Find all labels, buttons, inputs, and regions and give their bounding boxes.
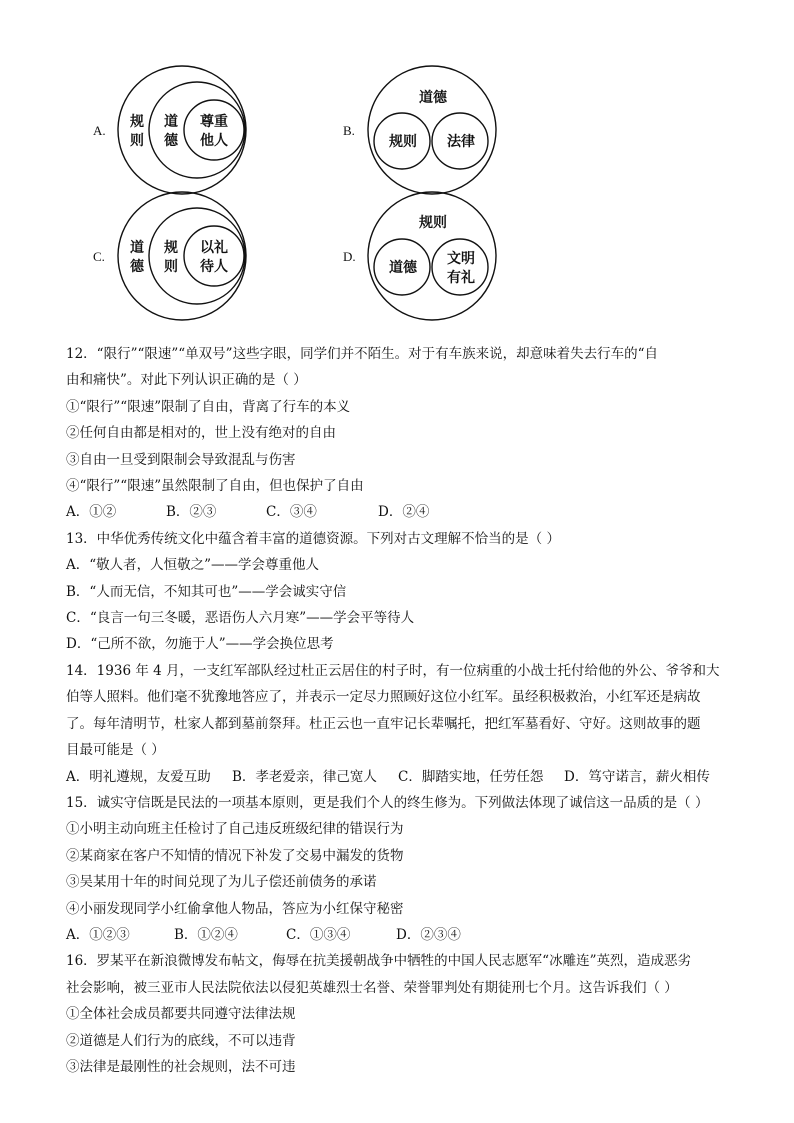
q15-option-c[interactable]: C．①③④ <box>286 926 351 943</box>
diagram-a-inner-label-1: 尊重 <box>200 114 228 130</box>
q15-option-a[interactable]: A．①②③ <box>66 926 130 943</box>
q14-stem-line-3: 了。每年清明节，杜家人都到墓前祭拜。杜正云也一直牢记长辈嘱托，把红军墓看好、守好。这则故事的题 <box>66 715 701 732</box>
q12-options <box>66 499 731 525</box>
q13-option-a[interactable]: A．“敬人者，人恒敬之”——学会尊重他人 <box>66 557 320 574</box>
diagram-a-outer-circle <box>118 66 246 194</box>
q15-statement-3: ③吴某用十年的时间兑现了为儿子偿还前债务的承诺 <box>66 874 377 891</box>
q12-option-d[interactable]: D．②④ <box>378 504 430 521</box>
diagram-d-outer-circle <box>368 192 496 320</box>
diagram-a-inner-label-2: 他人 <box>200 133 228 149</box>
q13-option-c[interactable]: C．“良言一句三冬暖，恶语伤人六月寒”——学会平等待人 <box>66 610 415 627</box>
q14-option-c[interactable]: C．脚踏实地，任劳任怨 <box>398 768 544 785</box>
q14-option-d[interactable]: D．笃守诺言，薪火相传 <box>564 768 710 785</box>
diagram-a-middle-label-2: 德 <box>164 133 178 149</box>
q12-stem-line-1: 12．“限行”“限速”“单双号”这些字眼，同学们并不陌生。对于有车族来说，却意味着失去行车的“自 <box>66 346 658 362</box>
diagram-c-middle-label-1: 规 <box>164 240 178 256</box>
option-d-letter: D. <box>343 249 356 264</box>
q15-options <box>66 922 731 948</box>
q12-statement-2: ②任何自由都是相对的，世上没有绝对的自由 <box>66 425 336 442</box>
q15-stem: 15．诚实守信既是民法的一项基本原则，更是我们个人的终生修为。下列做法体现了诚信这一品质的是（ ） <box>66 794 709 811</box>
diagram-c-outer-label-1: 道 <box>130 240 144 256</box>
diagram-option-d[interactable] <box>343 192 496 320</box>
diagram-a-middle-label-1: 道 <box>164 114 178 130</box>
q16-statement-1: ①全体社会成员都要共同遵守法律法规 <box>66 1006 296 1023</box>
q15-option-b[interactable]: B．①②④ <box>174 926 238 943</box>
q15-statement-4: ④小丽发现同学小红偷拿他人物品，答应为小红保守秘密 <box>66 900 404 917</box>
q12-statement-3: ③自由一旦受到限制会导致混乱与伤害 <box>66 451 296 468</box>
q15-option-d[interactable]: D．②③④ <box>396 926 461 943</box>
q12-option-b[interactable]: B．②③ <box>166 504 217 521</box>
q12-statement-1: ①“限行”“限速”限制了自由，背离了行车的本义 <box>66 398 351 415</box>
q13-stem: 13．中华优秀传统文化中蕴含着丰富的道德资源。下列对古文理解不恰当的是（ ） <box>66 530 560 547</box>
q16-statement-3: ③法律是最刚性的社会规则，法不可违 <box>66 1058 296 1075</box>
concept-diagrams <box>0 0 794 330</box>
option-c-letter: C. <box>93 249 105 264</box>
q16-stem-line-1: 16．罗某平在新浪微博发布帖文，侮辱在抗美援朝战争中牺牲的中国人民志愿军“冰雕连”英烈，造成恶劣 <box>66 953 691 970</box>
diagram-a-outer-label-2: 则 <box>130 133 144 149</box>
q14-stem-line-1: 14．1936 年 4 月，一支红军部队经过杜正云居住的村子时，有一位病重的小战士托付给他的外公、爷爷和大 <box>66 662 720 679</box>
q14-option-a[interactable]: A．明礼遵规，友爱互助 <box>66 768 211 785</box>
diagram-d-outer-label: 规则 <box>419 215 447 231</box>
diagram-d-left-label: 道德 <box>389 260 417 276</box>
diagram-option-a[interactable] <box>93 66 246 194</box>
q14-stem-line-2: 伯等人照料。他们毫不犹豫地答应了，并表示一定尽力照顾好这位小红军。虽经积极救治，小红军还是病故 <box>66 689 701 706</box>
q12-option-a[interactable]: A．①② <box>66 504 117 521</box>
diagram-c-inner-label-2: 待人 <box>200 259 228 275</box>
q16-statement-2: ②道德是人们行为的底线，不可以违背 <box>66 1032 296 1049</box>
diagram-b-right-label: 法律 <box>447 134 475 150</box>
q14-options <box>66 764 731 790</box>
option-b-letter: B. <box>343 123 355 138</box>
q12-option-c[interactable]: C．③④ <box>266 504 317 521</box>
diagram-b-outer-circle <box>368 66 496 194</box>
option-a-letter: A. <box>93 123 106 138</box>
diagram-c-middle-circle <box>149 208 245 304</box>
diagram-a-inner-circle <box>184 100 244 160</box>
question-list <box>66 341 731 1080</box>
q15-statement-1: ①小明主动向班主任检讨了自己违反班级纪律的错误行为 <box>66 821 404 838</box>
diagram-c-inner-circle <box>184 226 244 286</box>
diagram-c-outer-circle <box>118 192 246 320</box>
diagram-option-b[interactable] <box>343 66 496 194</box>
diagram-c-inner-label-1: 以礼 <box>200 240 228 256</box>
diagram-b-left-label: 规则 <box>389 134 417 150</box>
q12-statement-4: ④“限行”“限速”虽然限制了自由，但也保护了自由 <box>66 478 364 495</box>
diagram-option-c[interactable] <box>93 192 246 320</box>
q15-statement-2: ②某商家在客户不知情的情况下补发了交易中漏发的货物 <box>66 847 404 864</box>
diagram-c-middle-label-2: 则 <box>164 259 178 275</box>
diagram-d-right-label-2: 有礼 <box>447 270 475 286</box>
q12-stem-line-2: 由和痛快”。对此下列认识正确的是（ ） <box>66 372 307 389</box>
diagram-c-outer-label-2: 德 <box>130 259 144 275</box>
q16-stem-line-2: 社会影响，被三亚市人民法院依法以侵犯英雄烈士名誉、荣誉罪判处有期徒刑七个月。这告诉我们（ ） <box>66 979 678 996</box>
q13-option-b[interactable]: B．“人而无信，不知其可也”——学会诚实守信 <box>66 583 347 600</box>
q13-option-d[interactable]: D．“己所不欲，勿施于人”——学会换位思考 <box>66 636 334 653</box>
diagram-a-outer-label-1: 规 <box>130 114 144 130</box>
q14-stem-line-4: 目最可能是（ ） <box>66 742 165 759</box>
diagram-d-right-circle <box>432 239 488 295</box>
diagram-d-right-label-1: 文明 <box>447 251 475 267</box>
diagram-a-middle-circle <box>149 82 245 178</box>
q14-option-b[interactable]: B．孝老爱亲，律己宽人 <box>232 768 377 785</box>
diagram-b-outer-label: 道德 <box>419 90 447 106</box>
